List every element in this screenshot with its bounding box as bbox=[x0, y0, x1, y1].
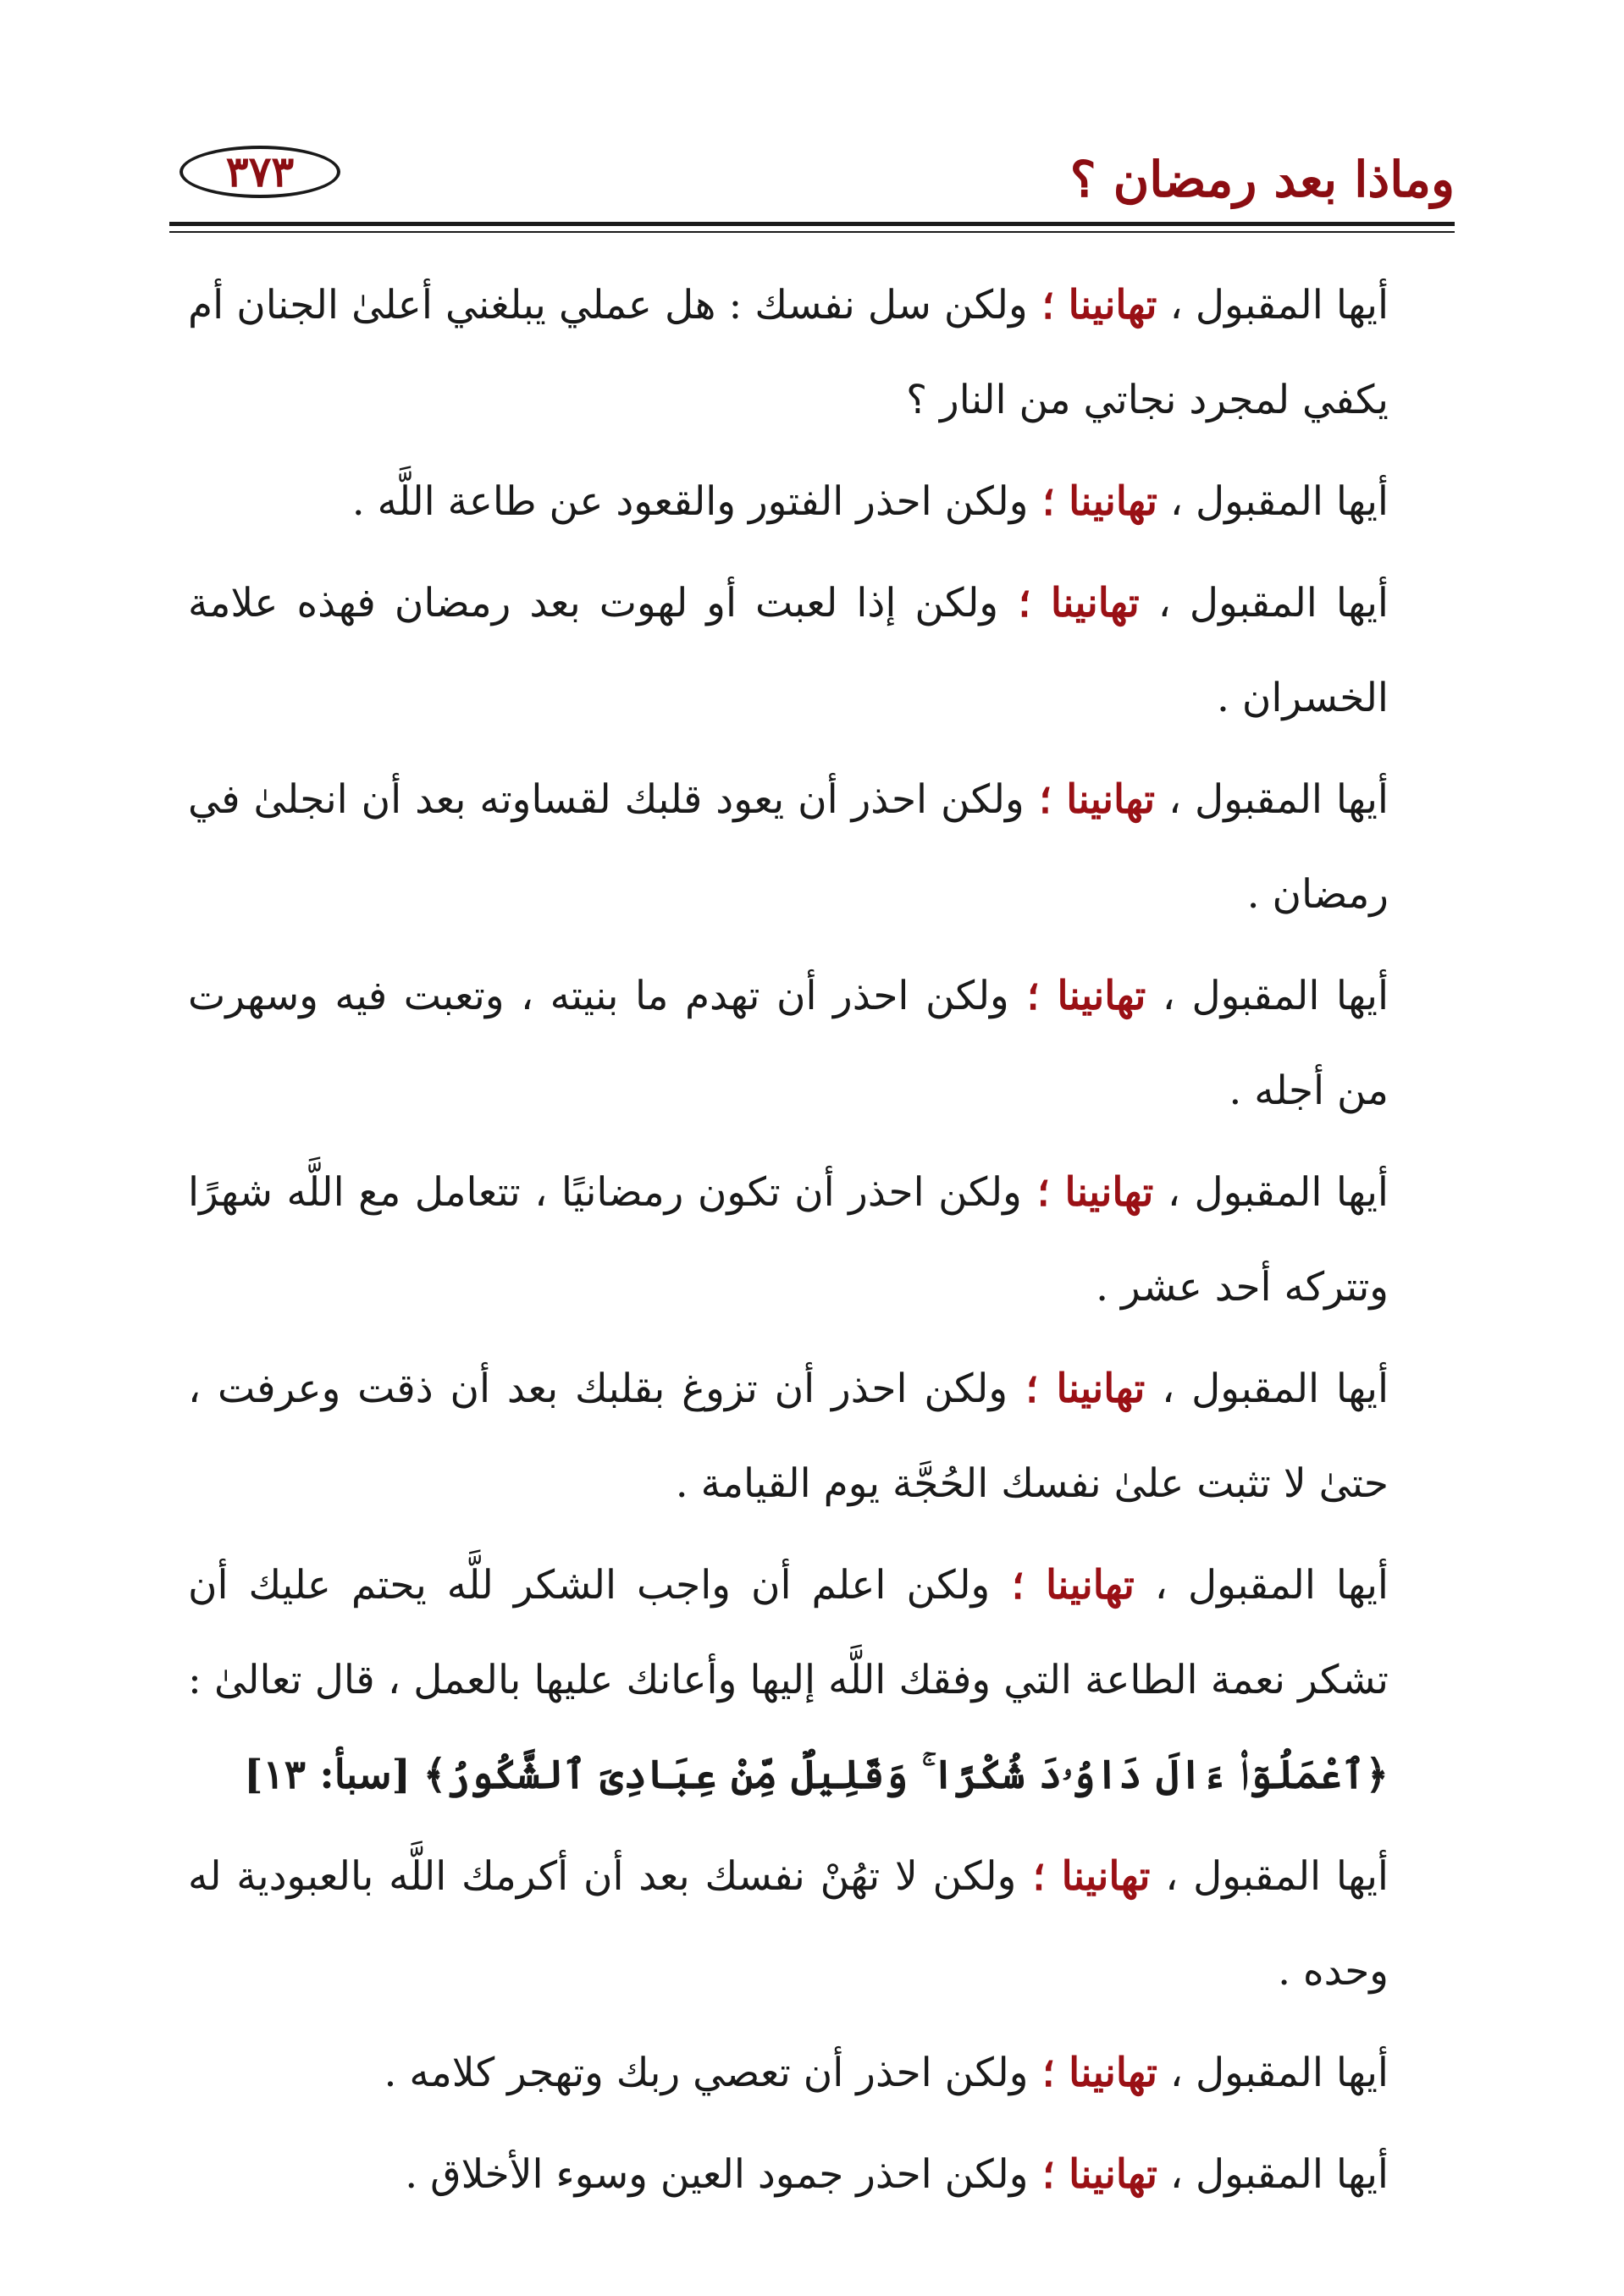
header-rule-thick bbox=[169, 222, 1455, 226]
address-lead: أيها المقبول ، bbox=[1134, 1562, 1389, 1609]
paragraph-text: ولكن إذا لعبت أو لهوت بعد رمضان فهذه علامة الخسران . bbox=[188, 580, 1389, 721]
paragraph-text: ولكن احذر الفتور والقعود عن طاعة اللَّه . bbox=[351, 478, 1029, 525]
separator: ؛ bbox=[1021, 1169, 1065, 1216]
congrats-word: تهانينا bbox=[1056, 1366, 1146, 1412]
address-lead: أيها المقبول ، bbox=[1139, 580, 1389, 626]
separator: ؛ bbox=[998, 580, 1051, 626]
separator: ؛ bbox=[1028, 2151, 1069, 2198]
paragraph bbox=[188, 1830, 1436, 2019]
paragraph-text: ولكن احذر أن تهدم ما بنيته ، وتعبت فيه وسهرت من أجله . bbox=[188, 973, 1389, 1114]
quran-verse: ﴿ٱعْمَلُوٓا۟ ءَالَ دَاوُۥدَ شُكْرًا ۚ وَقَلِيلٌ مِّنْ عِبَادِىَ ٱلشَّكُورُ﴾ bbox=[423, 1752, 1389, 1798]
separator: ؛ bbox=[1008, 973, 1058, 1019]
congrats-word: تهانينا bbox=[1045, 1562, 1135, 1609]
address-lead: أيها المقبول ، bbox=[1153, 1169, 1389, 1216]
paragraph-text: ولكن احذر جمود العين وسوء الأخلاق . bbox=[405, 2151, 1029, 2198]
paragraph-text: ولكن احذر أن يعود قلبك لقساوته بعد أن انجلىٰ في رمضان . bbox=[188, 776, 1389, 918]
paragraph bbox=[188, 556, 1436, 746]
paragraph-text: ولكن احذر أن تعصي ربك وتهجر كلامه . bbox=[384, 2050, 1029, 2096]
congrats-word: تهانينا bbox=[1057, 973, 1146, 1019]
address-lead: أيها المقبول ، bbox=[1157, 478, 1389, 525]
address-lead: أيها المقبول ، bbox=[1146, 973, 1389, 1019]
separator: ؛ bbox=[1027, 282, 1069, 328]
address-lead: أيها المقبول ، bbox=[1155, 776, 1389, 823]
congrats-word: تهانينا bbox=[1068, 282, 1157, 328]
paragraph-text: ولكن احذر أن تزوغ بقلبك بعد أن ذقت وعرفت ، حتىٰ لا تثبت علىٰ نفسك الحُجَّة يوم القيامة . bbox=[188, 1366, 1389, 1507]
header-rule-thin bbox=[169, 231, 1455, 233]
address-lead: أيها المقبول ، bbox=[1145, 1366, 1389, 1412]
address-lead: أيها المقبول ، bbox=[1150, 1853, 1389, 1900]
separator: ؛ bbox=[1008, 1366, 1057, 1412]
separator: ؛ bbox=[990, 1562, 1046, 1609]
separator: ؛ bbox=[1028, 2050, 1069, 2096]
congrats-word: تهانينا bbox=[1066, 776, 1156, 823]
page-header bbox=[169, 127, 1455, 220]
running-title: وماذا بعد رمضان ؟ bbox=[1069, 151, 1455, 208]
page-number-badge: ٣٧٣ bbox=[180, 146, 340, 198]
separator: ؛ bbox=[1016, 1853, 1062, 1900]
congrats-word: تهانينا bbox=[1069, 478, 1157, 525]
paragraph-text: ولكن احذر أن تكون رمضانيًا ، تتعامل مع اللَّه شهرًا وتتركه أحد عشر . bbox=[188, 1169, 1389, 1311]
address-lead: أيها المقبول ، bbox=[1157, 2151, 1389, 2198]
separator: ؛ bbox=[1028, 478, 1069, 525]
paragraph bbox=[188, 753, 1436, 942]
paragraph-text: ولكن اعلم أن واجب الشكر للَّه يحتم عليك أن تشكر نعمة الطاعة التي وفقك اللَّه إليها وأعانك عليها بالعمل ، قال تعالىٰ : bbox=[188, 1562, 1389, 1703]
address-lead: أيها المقبول ، bbox=[1157, 282, 1389, 328]
paragraph bbox=[188, 258, 1436, 448]
verse-reference: [سبأ: ١٣] bbox=[244, 1752, 411, 1798]
paragraph-text: ولكن سل نفسك : هل عملي يبلغني أعلىٰ الجنان أم يكفي لمجرد نجاتي من النار ؟ bbox=[188, 282, 1389, 423]
body-text bbox=[188, 258, 1436, 2229]
address-lead: أيها المقبول ، bbox=[1157, 2050, 1389, 2096]
paragraph bbox=[188, 455, 1436, 549]
separator: ؛ bbox=[1024, 776, 1067, 823]
congrats-word: تهانينا bbox=[1064, 1169, 1154, 1216]
paragraph bbox=[188, 1145, 1436, 1335]
paragraph bbox=[188, 2026, 1436, 2121]
congrats-word: تهانينا bbox=[1069, 2050, 1157, 2096]
paragraph-text: ولكن لا تهُنْ نفسك بعد أن أكرمك اللَّه بالعبودية له وحده . bbox=[188, 1853, 1389, 1995]
paragraph bbox=[188, 1538, 1436, 1823]
congrats-word: تهانينا bbox=[1050, 580, 1140, 626]
congrats-word: تهانينا bbox=[1069, 2151, 1157, 2198]
congrats-word: تهانينا bbox=[1061, 1853, 1151, 1900]
paragraph bbox=[188, 1342, 1436, 1532]
paragraph bbox=[188, 949, 1436, 1139]
paragraph bbox=[188, 2128, 1436, 2222]
